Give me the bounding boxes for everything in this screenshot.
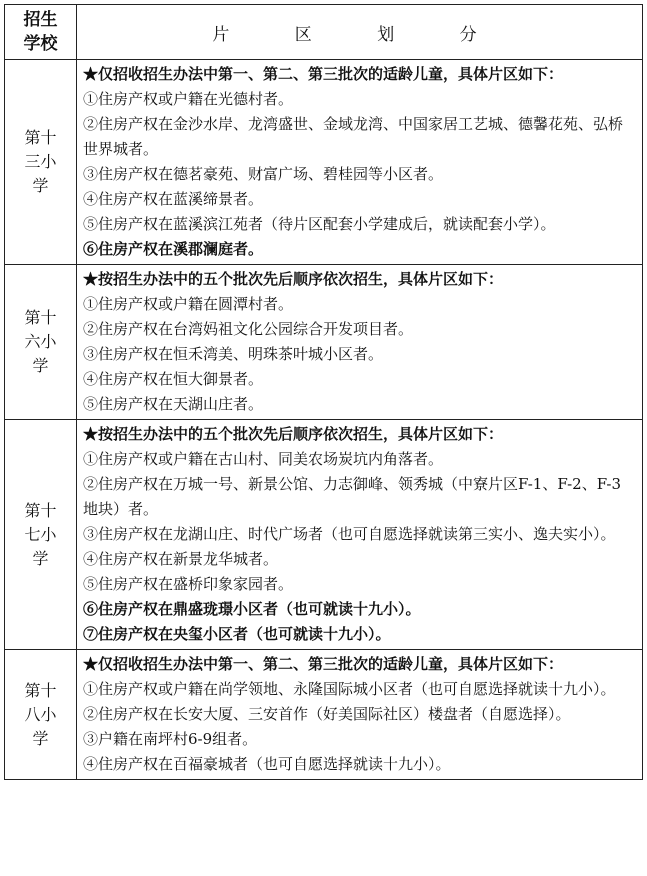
table-row: [5, 650, 643, 780]
zone-item: ③住房产权在德茗豪苑、财富广场、碧桂园等小区者。: [83, 165, 444, 183]
school-name-line: 八小: [24, 704, 57, 724]
zone-content: [77, 60, 643, 265]
zone-lead: ★按招生办法中的五个批次先后顺序依次招生，具体片区如下：: [83, 425, 504, 443]
zone-item: ⑥住房产权在鼎盛珑璟小区者（也可就读十九小）。: [83, 600, 421, 618]
zone-item: ④住房产权在百福豪城者（也可自愿选择就读十九小）。: [83, 755, 451, 773]
school-name: [5, 650, 77, 780]
table-header-row: [5, 5, 643, 60]
zone-item: ②住房产权在长安大厦、三安首作（好美国际社区）楼盘者（自愿选择）。: [83, 705, 571, 723]
zone-content: [77, 650, 643, 780]
zone-item: ②住房产权在台湾妈祖文化公园综合开发项目者。: [83, 320, 414, 338]
zone-item: ③住房产权在龙湖山庄、时代广场者（也可自愿选择就读第三实小、逸夫实小）。: [83, 525, 616, 543]
school-name-line: 七小: [24, 524, 57, 544]
zone-item: ⑤住房产权在蓝溪滨江苑者（待片区配套小学建成后，就读配套小学）。: [83, 215, 556, 233]
zone-content: [77, 265, 643, 420]
zone-item: ①住房产权或户籍在古山村、同美农场炭坑内角落者。: [83, 450, 444, 468]
header-zone: 片 区 划 分: [77, 5, 643, 60]
school-name: [5, 420, 77, 650]
school-name-line: 六小: [24, 332, 57, 351]
school-name-line: 第十: [24, 500, 57, 520]
school-name-line: 第十: [24, 128, 57, 147]
school-name-line: 学: [32, 548, 49, 568]
zone-item: ⑥住房产权在溪郡澜庭者。: [83, 240, 264, 258]
table-row: [5, 60, 643, 265]
zone-lead: ★按招生办法中的五个批次先后顺序依次招生，具体片区如下：: [83, 270, 504, 288]
school-name-line: 三小: [24, 152, 57, 171]
zone-item: ④住房产权在新景龙华城者。: [83, 550, 279, 568]
school-name-line: 学: [32, 176, 49, 195]
zone-item: ⑤住房产权在盛桥印象家园者。: [83, 575, 294, 593]
header-school: [5, 5, 77, 60]
table-row: [5, 420, 643, 650]
zone-item: ④住房产权在恒大御景者。: [83, 370, 264, 388]
zone-content: [77, 420, 643, 650]
zone-item: ②住房产权在金沙水岸、龙湾盛世、金域龙湾、中国家居工艺城、德馨花苑、弘桥世界城者。: [83, 115, 624, 158]
table-row: [5, 265, 643, 420]
school-name-line: 第十: [24, 680, 57, 700]
zone-item: ①住房产权或户籍在尚学领地、永隆国际城小区者（也可自愿选择就读十九小）。: [83, 680, 616, 698]
school-name-line: 学: [32, 356, 49, 375]
zone-item: ⑤住房产权在天湖山庄者。: [83, 395, 264, 413]
zone-item: ③住房产权在恒禾湾美、明珠茶叶城小区者。: [83, 345, 384, 363]
zone-item: ④住房产权在蓝溪缔景者。: [83, 190, 264, 208]
school-name-line: 学: [32, 728, 49, 748]
zone-item: ③户籍在南坪村6-9组者。: [83, 730, 258, 748]
zone-item: ①住房产权或户籍在圆潭村者。: [83, 295, 294, 313]
zone-lead: ★仅招收招生办法中第一、第二、第三批次的适龄儿童，具体片区如下：: [83, 65, 564, 83]
school-name-line: 第十: [24, 308, 57, 327]
zone-item: ②住房产权在万城一号、新景公馆、力志御峰、领秀城（中寮片区F-1、F-2、F-3地块）者。: [83, 475, 622, 518]
zone-lead: ★仅招收招生办法中第一、第二、第三批次的适龄儿童，具体片区如下：: [83, 655, 564, 673]
zone-division-table: [4, 4, 643, 780]
zone-item: ⑦住房产权在央玺小区者（也可就读十九小）。: [83, 625, 391, 643]
school-name: [5, 265, 77, 420]
header-school-line: 学校: [23, 34, 58, 54]
header-school-line: 招生: [23, 10, 58, 30]
zone-item: ①住房产权或户籍在光德村者。: [83, 90, 294, 108]
school-name: [5, 60, 77, 265]
